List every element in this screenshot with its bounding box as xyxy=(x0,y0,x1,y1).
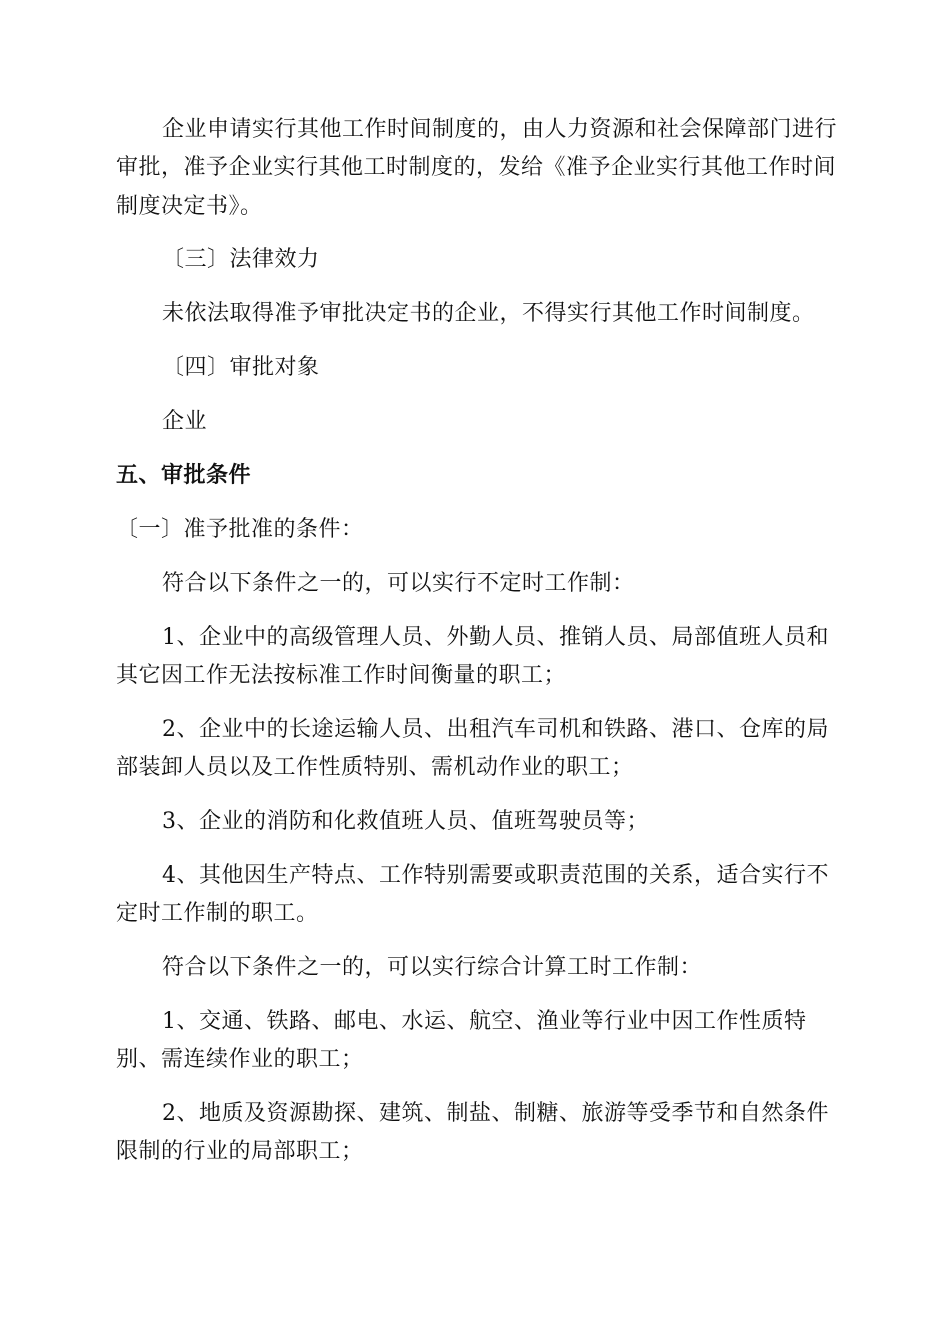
paragraph-line: 企业申请实行其他工作时间制度的，由人力资源和社会保障部门进行 xyxy=(162,117,838,142)
section-heading: 五、审批条件 xyxy=(116,463,252,488)
paragraph-line: 未依法取得准予审批决定书的企业，不得实行其他工作时间制度。 xyxy=(162,301,815,326)
list-item-line: 1、交通、铁路、邮电、水运、航空、渔业等行业中因工作性质特 xyxy=(162,1009,807,1034)
paragraph-line: 制度决定书》。 xyxy=(116,194,263,219)
list-item-line: 3、企业的消防和化救值班人员、值班驾驶员等； xyxy=(162,809,649,834)
paragraph-line: 审批，准予企业实行其他工时制度的，发给《准予企业实行其他工作时间 xyxy=(116,155,837,180)
list-item-line: 限制的行业的局部职工； xyxy=(116,1139,364,1164)
list-item-line: 2、地质及资源勘探、建筑、制盐、制糖、旅游等受季节和自然条件 xyxy=(162,1101,829,1126)
list-item-line: 其它因工作无法按标准工作时间衡量的职工； xyxy=(116,663,567,688)
subsection-heading: 〔一〕准予批准的条件： xyxy=(116,517,364,542)
list-item-line: 1、企业中的高级管理人员、外勤人员、推销人员、局部值班人员和 xyxy=(162,625,829,650)
list-item-line: 别、需连续作业的职工； xyxy=(116,1047,364,1072)
list-item-line: 4、其他因生产特点、工作特别需要或职责范围的关系，适合实行不 xyxy=(162,863,829,888)
list-item-line: 部装卸人员以及工作性质特别、需机动作业的职工； xyxy=(116,755,634,780)
subsection-heading: 〔四〕审批对象 xyxy=(162,355,320,380)
paragraph-line: 符合以下条件之一的，可以实行综合计算工时工作制： xyxy=(162,955,703,980)
paragraph-line: 企业 xyxy=(162,409,208,434)
paragraph-line: 符合以下条件之一的，可以实行不定时工作制： xyxy=(162,571,635,596)
subsection-heading: 〔三〕法律效力 xyxy=(162,247,320,272)
list-item-line: 定时工作制的职工。 xyxy=(116,901,319,926)
list-item-line: 2、企业中的长途运输人员、出租汽车司机和铁路、港口、仓库的局 xyxy=(162,717,829,742)
